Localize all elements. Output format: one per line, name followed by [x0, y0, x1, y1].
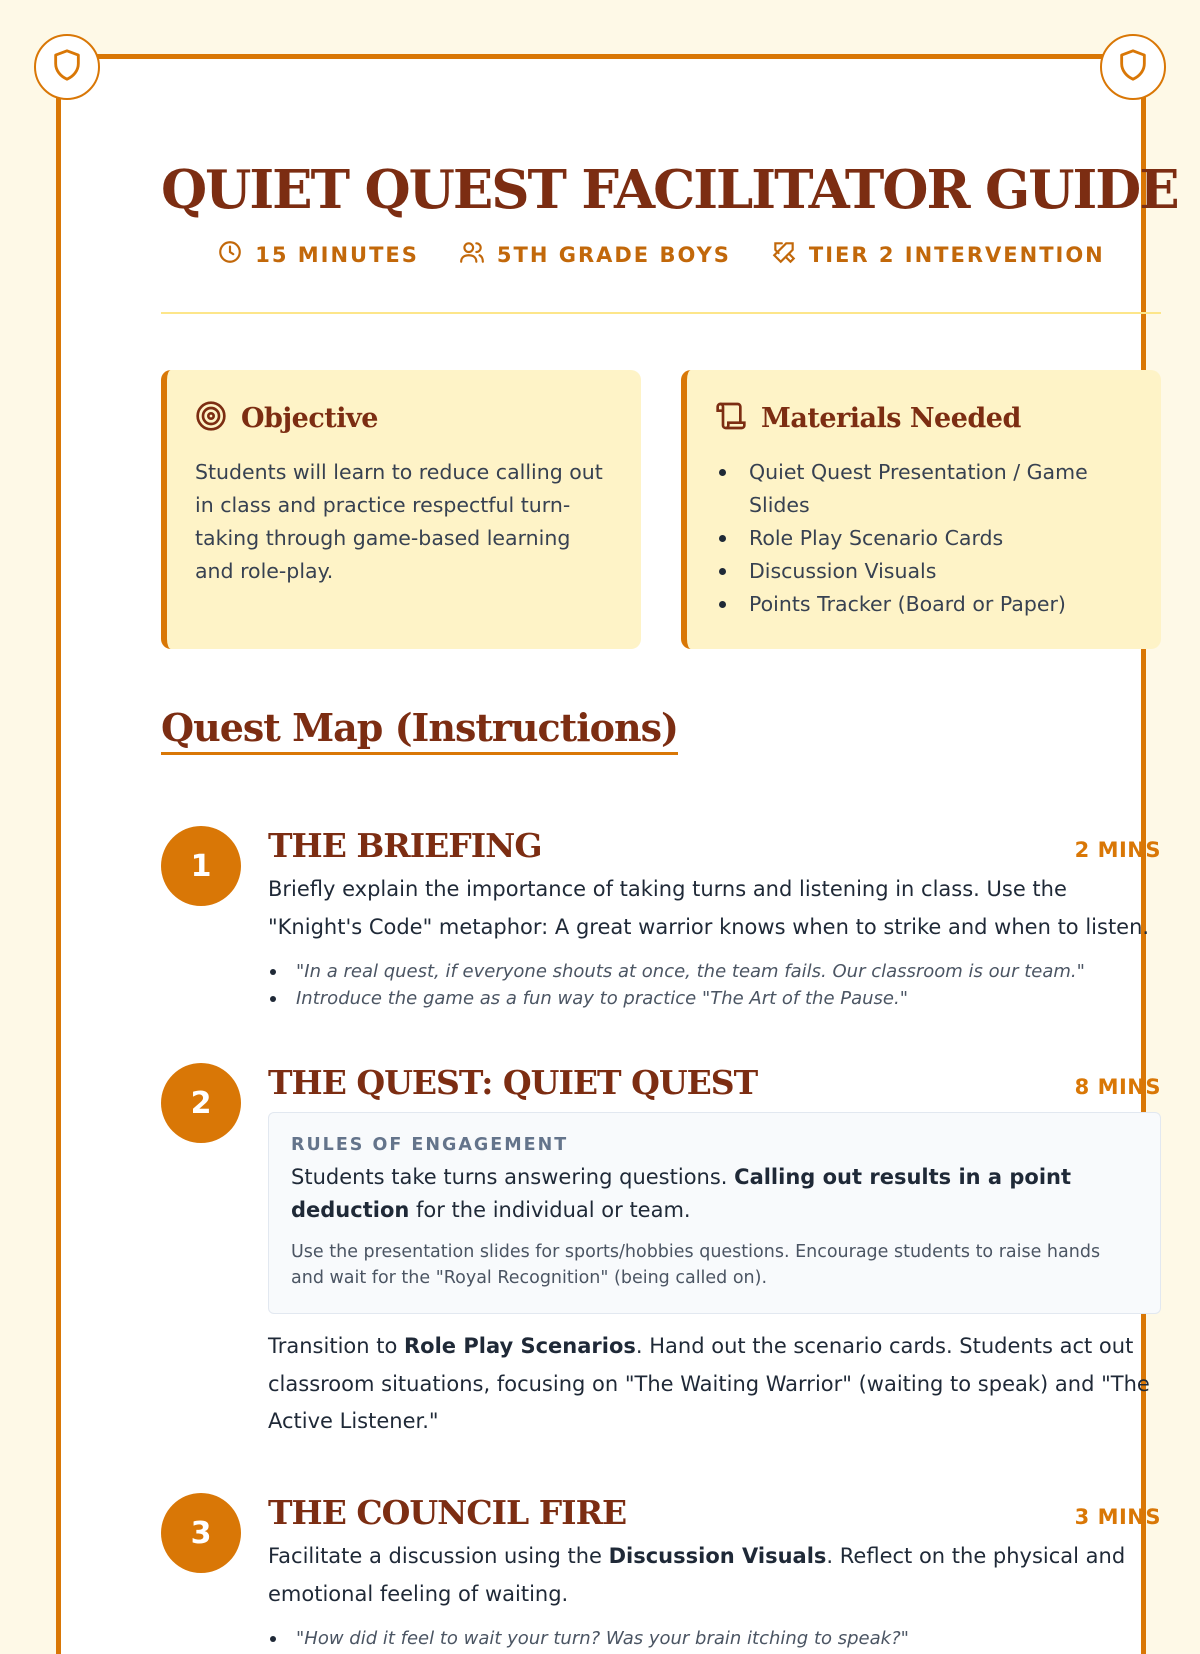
clock-icon [217, 239, 243, 270]
corner-badge-left [34, 34, 100, 100]
meta-audience [459, 239, 731, 270]
meta-tier [771, 239, 1105, 270]
step-time: 3 MINS [1074, 1505, 1161, 1529]
list-item: Introduce the game as a fun way to practice "The Art of the Pause." [268, 985, 1161, 1012]
step-number: 2 [161, 1063, 241, 1143]
materials-card [681, 370, 1161, 649]
rules-label: RULES OF ENGAGEMENT [291, 1135, 569, 1155]
meta-audience-label: 5TH GRADE BOYS [496, 242, 731, 267]
step-number: 3 [161, 1493, 241, 1573]
step-number: 1 [161, 826, 241, 906]
list-item: "In a real quest, if everyone shouts at once, the team fails. Our classroom is our team." [268, 958, 1161, 985]
list-item: Discussion Visuals [715, 555, 1135, 588]
quote-list [268, 958, 1161, 1012]
objective-card [161, 370, 641, 649]
shield-icon [1116, 48, 1150, 86]
rules-note: Use the presentation slides for sports/hobbies questions. Encourage students to raise hands and wait for the "Royal Recognition" (being called on). [291, 1242, 1101, 1288]
rules-text: Students take turns answering questions. Calling out results in a point deduction for the individual or team. [291, 1165, 1072, 1222]
list-item: Points Tracker (Board or Paper) [715, 588, 1135, 621]
section-title: Quest Map (Instructions) [161, 705, 678, 755]
meta-tier-label: TIER 2 INTERVENTION [808, 242, 1105, 267]
step-title: THE COUNCIL FIRE [268, 1493, 627, 1532]
transition-text: Transition to Role Play Scenarios. Hand out the scenario cards. Students act out classroom situations, focusing on "The Waiting Warrior" (waiting to speak) and "The Active Listener." [268, 1334, 1150, 1433]
step-text: Briefly explain the importance of taking turns and listening in class. Use the "Knight's Code" metaphor: A great warrior knows when to strike and when to listen. [268, 877, 1150, 939]
step-time: 8 MINS [1074, 1075, 1161, 1099]
meta-duration-label: 15 MINUTES [255, 242, 419, 267]
corner-badge-right [1100, 34, 1166, 100]
materials-list [715, 456, 1135, 621]
list-item: Quiet Quest Presentation / Game Slides [715, 456, 1135, 522]
header-divider [161, 312, 1161, 314]
meta-bar [161, 239, 1161, 270]
shield-icon [50, 48, 84, 86]
meta-duration [217, 239, 419, 270]
step-time: 2 MINS [1074, 838, 1161, 862]
list-item: "How did it feel to wait your turn? Was your brain itching to speak?" [268, 1625, 1161, 1652]
step-title: THE BRIEFING [268, 826, 542, 865]
list-item: Role Play Scenario Cards [715, 522, 1135, 555]
objective-text: Students will learn to reduce calling out in class and practice respectful turn-taking through game-based learning and role-play. [195, 460, 603, 583]
materials-title: Materials Needed [761, 402, 1021, 434]
swords-icon [771, 239, 797, 270]
step-text: Facilitate a discussion using the Discussion Visuals. Reflect on the physical and emotional feeling of waiting. [268, 1544, 1126, 1606]
page-title: QUIET QUEST FACILITATOR GUIDE [161, 159, 1178, 221]
quote-list [268, 1625, 1161, 1652]
guide-frame [56, 54, 1178, 1654]
objective-title: Objective [241, 402, 378, 434]
step-title: THE QUEST: QUIET QUEST [268, 1063, 758, 1102]
scroll-icon [715, 400, 747, 436]
target-icon [195, 400, 227, 436]
rules-box [268, 1112, 1161, 1314]
users-icon [459, 239, 485, 270]
